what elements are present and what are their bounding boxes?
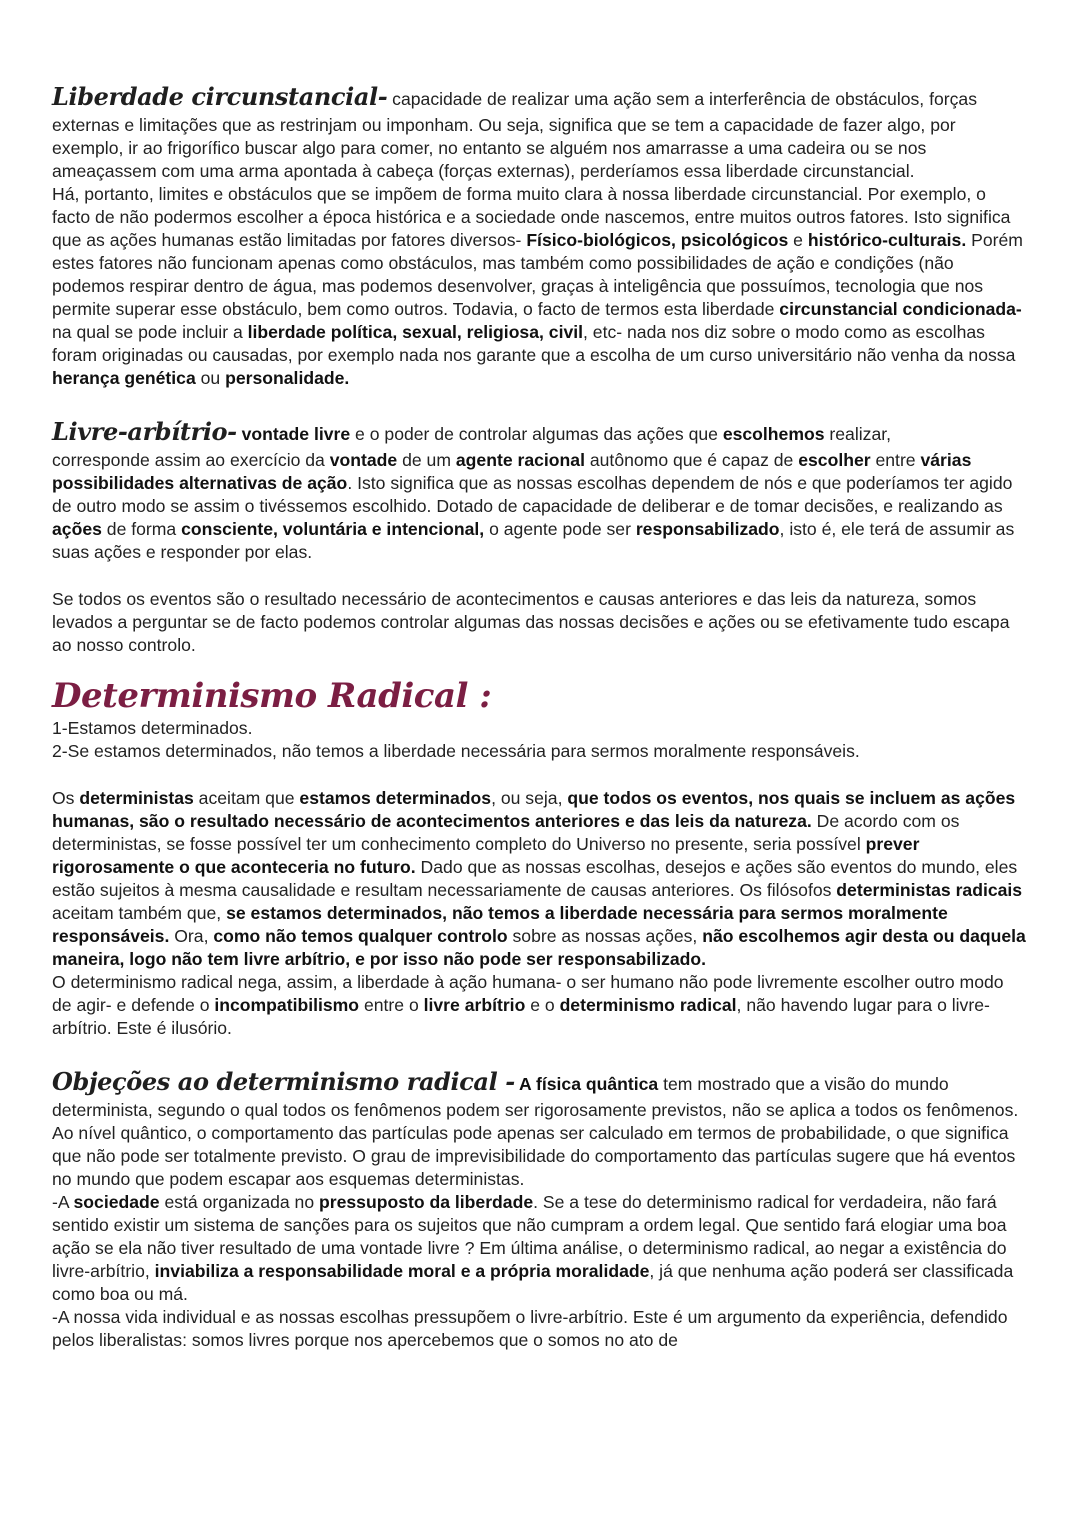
paragraph: Os deterministas aceitam que estamos determinados, ou seja, que todos os eventos, nos quais se incluem as ações humanas, são o resultado necessário de acontecimentos anteriores e das leis da natureza. De acordo com os deterministas, se fosse possível ter um conhecimento completo do Universo no presente, seria possível prever rigorosamente o que aconteceria no futuro. Dado que as nossas escolhas, desejos e ações são eventos do mundo, eles estão sujeitos à mesma causalidade e resultam necessariamente de causas anteriores. Os filósofos deterministas radicais aceitam também que, se estamos determinados, não temos a liberdade necessária para sermos moralmente responsáveis. Ora, como não temos qualquer controlo sobre as nossas ações, não escolhemos agir desta ou daquela maneira, logo não tem livre arbítrio, e por isso não pode ser responsabilizado. (52, 788, 1026, 969)
paragraph: determinista, segundo o qual todos os fenômenos podem ser rigorosamente previstos, não se aplica a todos os fenômenos. Ao nível quântico, o comportamento das partículas pode apenas ser calculado em termos de probabilidade, o que significa que não pode ser totalmente previsto. O grau de imprevisibilidade do comportamento das partículas sugere que há eventos no mundo que podem escapar aos esquemas deterministas. (52, 1100, 1019, 1189)
section-livre-arbitrio (52, 417, 1028, 657)
paragraph: externas e limitações que as restrinjam ou imponham. Ou seja, significa que se tem a capacidade de fazer algo, por exemplo, ir ao frigorífico buscar algo para comer, no entanto se alguém nos amarrasse a uma cadeira ou se nos ameaçassem com uma arma apontada à cabeça (forças externas), perderíamos essa liberdade circunstancial. (52, 115, 956, 181)
paragraph: -A sociedade está organizada no pressuposto da liberdade. Se a tese do determinismo radical for verdadeira, não fará sentido existir um sistema de sanções para os sujeitos que não cumpram a ordem legal. Que sentido fará elogiar uma boa ação se ela não tiver resultado de uma vontade livre ? Em última análise, o determinismo radical, ao negar a existência do livre-arbítrio, inviabiliza a responsabilidade moral e a própria moralidade, já que nenhuma ação poderá ser classificada como boa ou má. (52, 1192, 1014, 1304)
section-lead-paragraph: Objeções ao determinismo radical - A física quântica tem mostrado que a visão do mundo (52, 1067, 949, 1096)
section-heading: Liberdade circunstancial- (52, 82, 388, 111)
paragraph: Se todos os eventos são o resultado necessário de acontecimentos e causas anteriores e das leis da natureza, somos levados a perguntar se de facto podemos controlar algumas das nossas decisões e ações ou se efetivamente tudo escapa ao nosso controlo. (52, 589, 1010, 655)
paragraph: Há, portanto, limites e obstáculos que se impõem de forma muito clara à nossa liberdade circunstancial. Por exemplo, o facto de não podermos escolher a época histórica e a sociedade onde nascemos, entre muitos outros fatores. Isto significa que as ações humanas estão limitadas por fatores diversos- Físico-biológicos, psicológicos e histórico-culturais. Porém estes fatores não funcionam apenas como obstáculos, mas também como possibilidades de ação e condições (não podemos respirar dentro de água, mas podemos desenvolver, graças à inteligência que possuímos, tecnologia que nos permite superar esse obstáculo, bem como outros. Todavia, o facto de termos esta liberdade circunstancial condicionada- na qual se pode incluir a liberdade política, sexual, religiosa, civil, etc- nada nos diz sobre o modo como as escolhas foram originadas ou causadas, por exemplo nada nos garante que a escolha de um curso universitário não venha da nossa herança genética ou personalidade. (52, 184, 1023, 388)
section-heading: Livre-arbítrio- (52, 417, 237, 446)
section-heading: Objeções ao determinismo radical - (52, 1067, 515, 1096)
section-lead-paragraph: Livre-arbítrio- vontade livre e o poder de controlar algumas das ações que escolhemos realizar, (52, 417, 892, 446)
list-item: 1-Estamos determinados. (52, 718, 253, 738)
section-lead-paragraph (52, 82, 1028, 114)
paragraph: -A nossa vida individual e as nossas escolhas pressupõem o livre-arbítrio. Este é um argumento da experiência, defendido pelos liberalistas: somos livres porque nos apercebemos que o somos no ato de (52, 1307, 1008, 1350)
section-determinismo-radical (52, 675, 1028, 1040)
bold-term: herança genética (52, 368, 196, 388)
section-objecoes (52, 1067, 1028, 1352)
bold-term: personalidade. (225, 368, 350, 388)
paragraph: corresponde assim ao exercício da vontade de um agente racional autônomo que é capaz de escolher entre várias possibilidades alternativas de ação. Isto significa que as nossas escolhas dependem de nós e que poderíamos ter agido de outro modo se assim o tivéssemos escolhido. Dotado de capacidade de deliberar e de tomar decisões, e realizando as ações de forma consciente, voluntária e intencional, o agente pode ser responsabilizado, isto é, ele terá de assumir as suas ações e responder por elas. (52, 450, 1015, 562)
section-liberdade-circunstancial (52, 82, 1028, 390)
list-item: 2-Se estamos determinados, não temos a liberdade necessária para sermos moralmente responsáveis. (52, 741, 860, 761)
bold-term: histórico-culturais. (807, 230, 967, 250)
lead-text: capacidade de realizar uma ação sem a interferência de obstáculos, forças (387, 89, 977, 109)
section-title: Determinismo Radical : (52, 676, 492, 716)
paragraph: O determinismo radical nega, assim, a liberdade à ação humana- o ser humano não pode livremente escolher outro modo de agir- e defende o incompatibilismo entre o livre arbítrio e o determinismo radical, não havendo lugar para o livre-arbítrio. Este é ilusório. (52, 972, 1004, 1038)
bold-term: circunstancial condicionada- (779, 299, 1022, 319)
bold-term: Físico-biológicos, psicológicos (526, 230, 789, 250)
bold-term: liberdade política, sexual, religiosa, civil (247, 322, 584, 342)
